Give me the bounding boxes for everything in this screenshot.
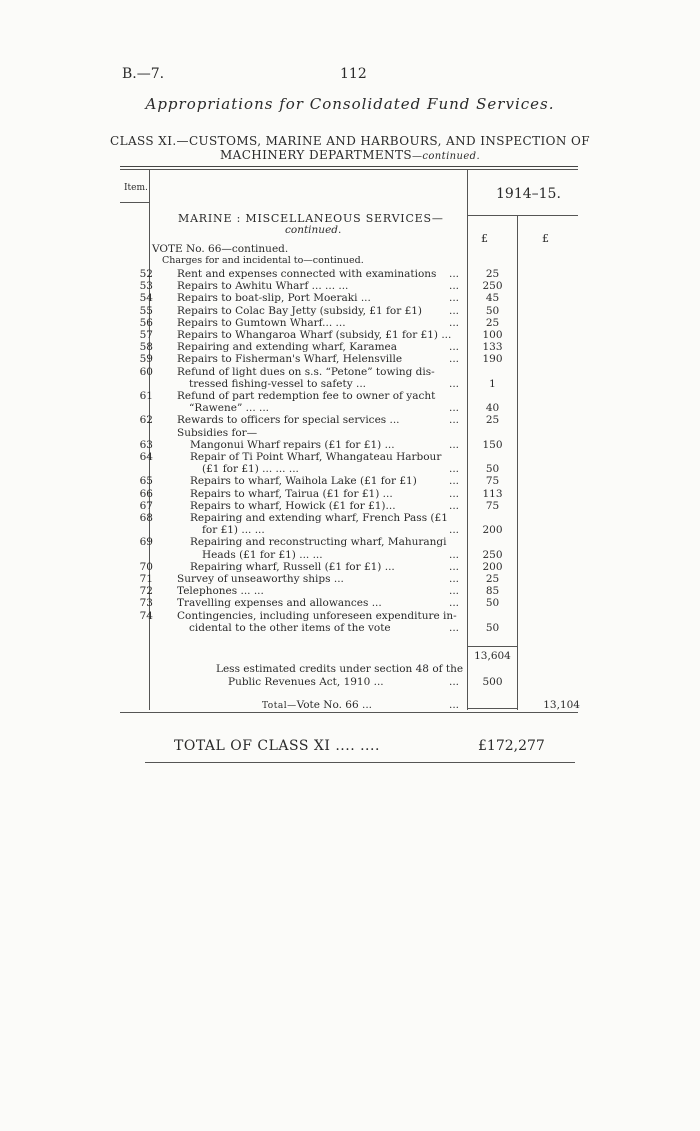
top-rule-thin xyxy=(120,169,578,170)
item-amount: 200 xyxy=(482,524,503,537)
less-credits-line1: Less estimated credits under section 48 of the xyxy=(216,663,464,675)
subtotal-rule xyxy=(467,646,517,647)
item-dots: ... xyxy=(449,524,460,537)
item-amount: 25 xyxy=(485,573,500,585)
item-amount: 50 xyxy=(485,304,500,317)
item-description: Repairs to Whangaroa Wharf (subsidy, £1 for £1) ... xyxy=(177,329,452,341)
vote-heading: VOTE No. 66—continued. xyxy=(152,243,289,255)
item-description: Repairs to Gumtown Wharf... ... xyxy=(177,316,346,329)
class-heading-continued: —continued. xyxy=(411,151,481,162)
item-number: 54 xyxy=(139,292,153,305)
item-dots: ... xyxy=(449,377,460,390)
item-description: Mangonui Wharf repairs (£1 for £1) ... xyxy=(190,438,395,451)
item-description: Refund of part redemption fee to owner of yacht xyxy=(177,390,436,402)
item-dots: ... xyxy=(449,341,460,354)
less-credits-line2: Public Revenues Act, 1910 ... xyxy=(228,676,384,688)
item-amount: 75 xyxy=(485,499,500,512)
table-bottom-rule xyxy=(120,712,578,713)
bottom-rule xyxy=(145,762,575,763)
item-description: Refund of light dues on s.s. “Petone” towing dis- xyxy=(177,365,435,378)
item-amount: 25 xyxy=(485,268,500,280)
total-vote-amount: 13,104 xyxy=(543,699,580,711)
item-dots: ... xyxy=(449,573,460,585)
item-dots: ... xyxy=(449,304,460,317)
item-amount: 50 xyxy=(485,597,500,610)
item-number: 64 xyxy=(139,451,153,463)
page-title: Appropriations for Consolidated Fund Services. xyxy=(145,95,555,113)
item-description: Repairs to wharf, Waihola Lake (£1 for £1) xyxy=(190,475,417,488)
less-credits-dots: ... xyxy=(449,676,460,688)
page-header-ref: B.—7. xyxy=(122,66,165,82)
item-description: Repairing and extending wharf, Karamea xyxy=(177,341,398,354)
less-credits-amount: 500 xyxy=(482,676,503,688)
item-amount: 100 xyxy=(482,329,503,341)
item-column-header: Item. xyxy=(124,183,148,193)
item-description: (£1 for £1) ... ... ... xyxy=(202,463,299,476)
item-number: 55 xyxy=(139,304,153,317)
item-number: 62 xyxy=(139,414,153,427)
item-number: 57 xyxy=(139,329,153,341)
item-amount: 190 xyxy=(482,353,503,366)
year-underline xyxy=(467,215,578,216)
class-heading-line2 xyxy=(0,148,700,162)
item-description: Repairs to Colac Bay Jetty (subsidy, £1 for £1) xyxy=(177,304,423,317)
class-heading-departments: MACHINERY DEPARTMENTS xyxy=(219,148,412,162)
item-dots: ... xyxy=(449,597,460,610)
item-number: 52 xyxy=(139,268,153,280)
item-dots: ... xyxy=(449,268,460,280)
item-amount: 25 xyxy=(485,414,500,427)
item-number: 70 xyxy=(139,560,153,573)
item-description: Telephones ... ... xyxy=(177,585,264,598)
item-amount: 45 xyxy=(485,292,500,305)
item-description: Heads (£1 for £1) ... ... xyxy=(202,548,323,561)
item-dots: ... xyxy=(449,280,460,293)
year-column-header: 1914–15. xyxy=(496,186,561,202)
item-amount: 50 xyxy=(485,621,500,634)
class-heading-line1: CLASS XI.—CUSTOMS, MARINE AND HARBOURS, AND INSPECTION OF xyxy=(110,134,590,148)
page-number: 112 xyxy=(340,66,367,82)
item-description: “Rawene” ... ... xyxy=(189,402,270,415)
item-description: tressed fishing-vessel to safety ... xyxy=(189,377,367,390)
item-description: Repair of Ti Point Wharf, Whangateau Harbour xyxy=(190,451,442,463)
total-vote-suffix: Vote No. 66 ... xyxy=(296,699,373,711)
item-description: Subsidies for— xyxy=(177,426,258,439)
item-amount: 75 xyxy=(485,475,500,488)
item-number: 71 xyxy=(139,573,153,585)
item-dots: ... xyxy=(449,548,460,561)
item-amount: 85 xyxy=(485,585,500,598)
item-amount: 250 xyxy=(482,280,503,293)
item-amount: 133 xyxy=(482,341,503,354)
item-dots: ... xyxy=(449,463,460,476)
item-dots: ... xyxy=(449,487,460,500)
item-description: Repairs to Awhitu Wharf ... ... ... xyxy=(177,280,349,293)
item-description: Survey of unseaworthy ships ... xyxy=(177,573,344,585)
class-total-label: TOTAL OF CLASS XI .... .... xyxy=(174,738,380,754)
subtotal-amount: 13,604 xyxy=(474,650,511,662)
amount-column-divider-mid xyxy=(517,215,518,710)
item-dots: ... xyxy=(449,316,460,329)
total-vote-rule-left xyxy=(467,708,517,709)
item-dots: ... xyxy=(449,499,460,512)
item-number: 68 xyxy=(139,512,153,524)
item-number: 69 xyxy=(139,536,153,549)
item-number: 67 xyxy=(139,499,153,512)
item-description: Rent and expenses connected with examinations xyxy=(177,268,437,280)
item-number: 65 xyxy=(139,475,153,488)
currency-column-1: £ xyxy=(481,232,488,245)
item-number: 72 xyxy=(139,585,153,598)
item-number: 63 xyxy=(139,438,153,451)
item-number: 58 xyxy=(139,341,153,354)
item-description: Repairs to wharf, Howick (£1 for £1)... xyxy=(190,499,396,512)
item-dots: ... xyxy=(449,402,460,415)
section-continued: continued. xyxy=(285,224,342,236)
top-rule-thick xyxy=(120,166,578,167)
currency-column-2: £ xyxy=(542,232,549,245)
item-description: Repairing wharf, Russell (£1 for £1) ... xyxy=(190,560,395,573)
item-amount: 40 xyxy=(485,402,500,415)
item-description: Repairs to boat-slip, Port Moeraki ... xyxy=(177,292,371,305)
item-description: for £1) ... ... xyxy=(202,524,265,537)
item-amount: 113 xyxy=(482,487,503,500)
item-number: 59 xyxy=(139,353,153,366)
item-description: Travelling expenses and allowances ... xyxy=(177,597,382,610)
charges-heading: Charges for and incidental to—continued. xyxy=(162,255,364,266)
total-vote-dots: ... xyxy=(449,699,460,711)
item-description: cidental to the other items of the vote xyxy=(189,621,391,634)
item-number: 73 xyxy=(139,597,153,610)
amount-column-divider-left xyxy=(467,170,468,710)
item-number: 60 xyxy=(139,365,153,378)
item-dots: ... xyxy=(449,560,460,573)
item-number: 53 xyxy=(139,280,153,293)
item-number: 56 xyxy=(139,316,153,329)
item-dots: ... xyxy=(449,621,460,634)
item-description: Repairs to Fisherman's Wharf, Helensville xyxy=(177,353,403,366)
item-amount: 200 xyxy=(482,560,503,573)
section-title: MARINE : MISCELLANEOUS SERVICES— xyxy=(178,212,444,225)
item-dots: ... xyxy=(449,353,460,366)
item-description: Repairs to wharf, Tairua (£1 for £1) ... xyxy=(190,487,393,500)
item-amount: 150 xyxy=(482,438,503,451)
item-number: 66 xyxy=(139,487,153,500)
item-description: Repairing and extending wharf, French Pass (£1 xyxy=(190,512,448,524)
item-description: Rewards to officers for special services ... xyxy=(177,414,400,427)
class-total-amount: £172,277 xyxy=(478,738,545,754)
item-dots: ... xyxy=(449,438,460,451)
item-amount: 50 xyxy=(485,463,500,476)
item-description: Repairing and reconstructing wharf, Mahurangi xyxy=(190,536,447,549)
item-amount: 250 xyxy=(482,548,503,561)
item-amount: 1 xyxy=(489,377,496,390)
total-vote-label xyxy=(262,699,372,711)
item-header-underline xyxy=(120,202,149,203)
item-number: 74 xyxy=(139,609,153,622)
item-dots: ... xyxy=(449,292,460,305)
item-description: Contingencies, including unforeseen expenditure in- xyxy=(177,609,457,622)
total-vote-prefix: Total— xyxy=(262,701,297,711)
item-dots: ... xyxy=(449,585,460,598)
item-number: 61 xyxy=(139,390,153,402)
item-amount: 25 xyxy=(485,316,500,329)
item-dots: ... xyxy=(449,414,460,427)
item-dots: ... xyxy=(449,475,460,488)
